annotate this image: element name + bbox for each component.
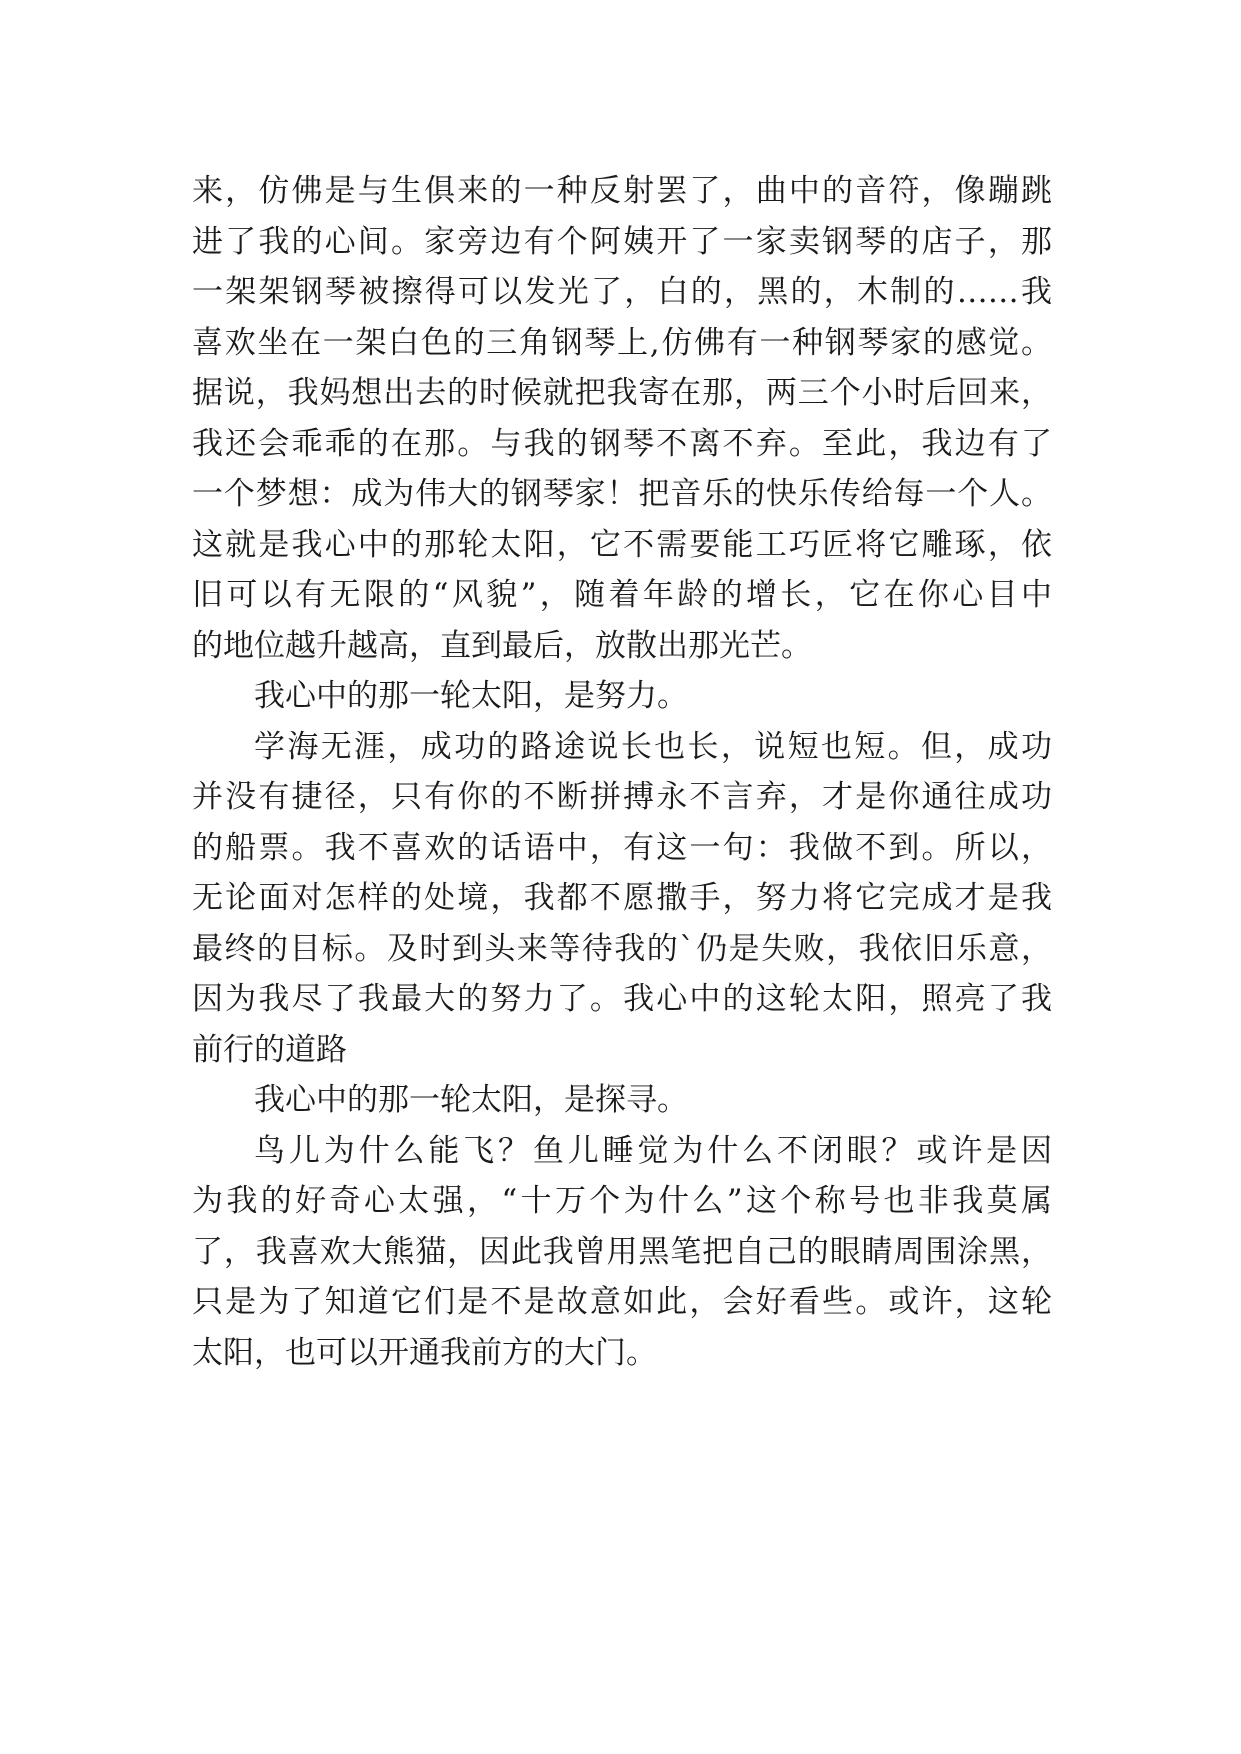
text-line: 因为我尽了我最大的努力了。我心中的这轮太阳，照亮了我 [192,981,1052,1017]
text-line: 为我的好奇心太强，“十万个为什么”这个称号也非我莫属 [192,1183,1052,1219]
text-line: 的地位越升越高，直到最后，放散出那光芒。 [192,627,812,664]
text-line: 了，我喜欢大熊猫，因此我曾用黑笔把自己的眼睛周围涂黑， [192,1233,1052,1270]
text-line: 最终的目标。及时到头来等待我的`仍是失败，我依旧乐意， [192,930,1052,967]
text-line: 据说，我妈想出去的时候就把我寄在那，两三个小时后回来， [192,375,1052,411]
section-heading-exploration: 我心中的那一轮太阳，是探寻。 [254,1082,688,1118]
text-line: 太阳，也可以开通我前方的大门。 [192,1334,657,1371]
text-line: 旧可以有无限的“风貌”，随着年龄的增长，它在你心目中 [192,577,1052,613]
document-body [192,166,1052,1378]
text-line: 进了我的心间。家旁边有个阿姨开了一家卖钢琴的店子，那 [192,223,1052,260]
text-line: 只是为了知道它们是不是故意如此，会好看些。或许，这轮 [192,1284,1052,1320]
text-line: 这就是我心中的那轮太阳，它不需要能工巧匠将它雕琢，依 [192,526,1052,563]
text-line: 来，仿佛是与生俱来的一种反射罢了，曲中的音符，像蹦跳 [192,173,1052,209]
text-line: 我还会乖乖的在那。与我的钢琴不离不弃。至此，我边有了 [192,425,1052,462]
text-line: 一个梦想：成为伟大的钢琴家！把音乐的快乐传给每一个人。 [192,476,1052,512]
text-line: 学海无涯，成功的路途说长也长，说短也短。但，成功 [254,728,1052,765]
text-line: 前行的道路 [192,1031,347,1068]
text-line: 的船票。我不喜欢的话语中，有这一句：我做不到。所以， [192,829,1052,866]
text-line: 鸟儿为什么能飞？鱼儿睡觉为什么不闭眼？或许是因 [254,1132,1052,1169]
text-line: 并没有捷径，只有你的不断拼搏永不言弃，才是你通往成功 [192,779,1052,815]
text-line: 喜欢坐在一架白色的三角钢琴上,仿佛有一种钢琴家的感觉。 [192,324,1052,361]
text-line: 无论面对怎样的处境，我都不愿撒手，努力将它完成才是我 [192,880,1052,916]
text-line: 一架架钢琴被擦得可以发光了，白的，黑的，木制的……我 [192,274,1052,310]
section-heading-effort: 我心中的那一轮太阳，是努力。 [254,678,688,714]
